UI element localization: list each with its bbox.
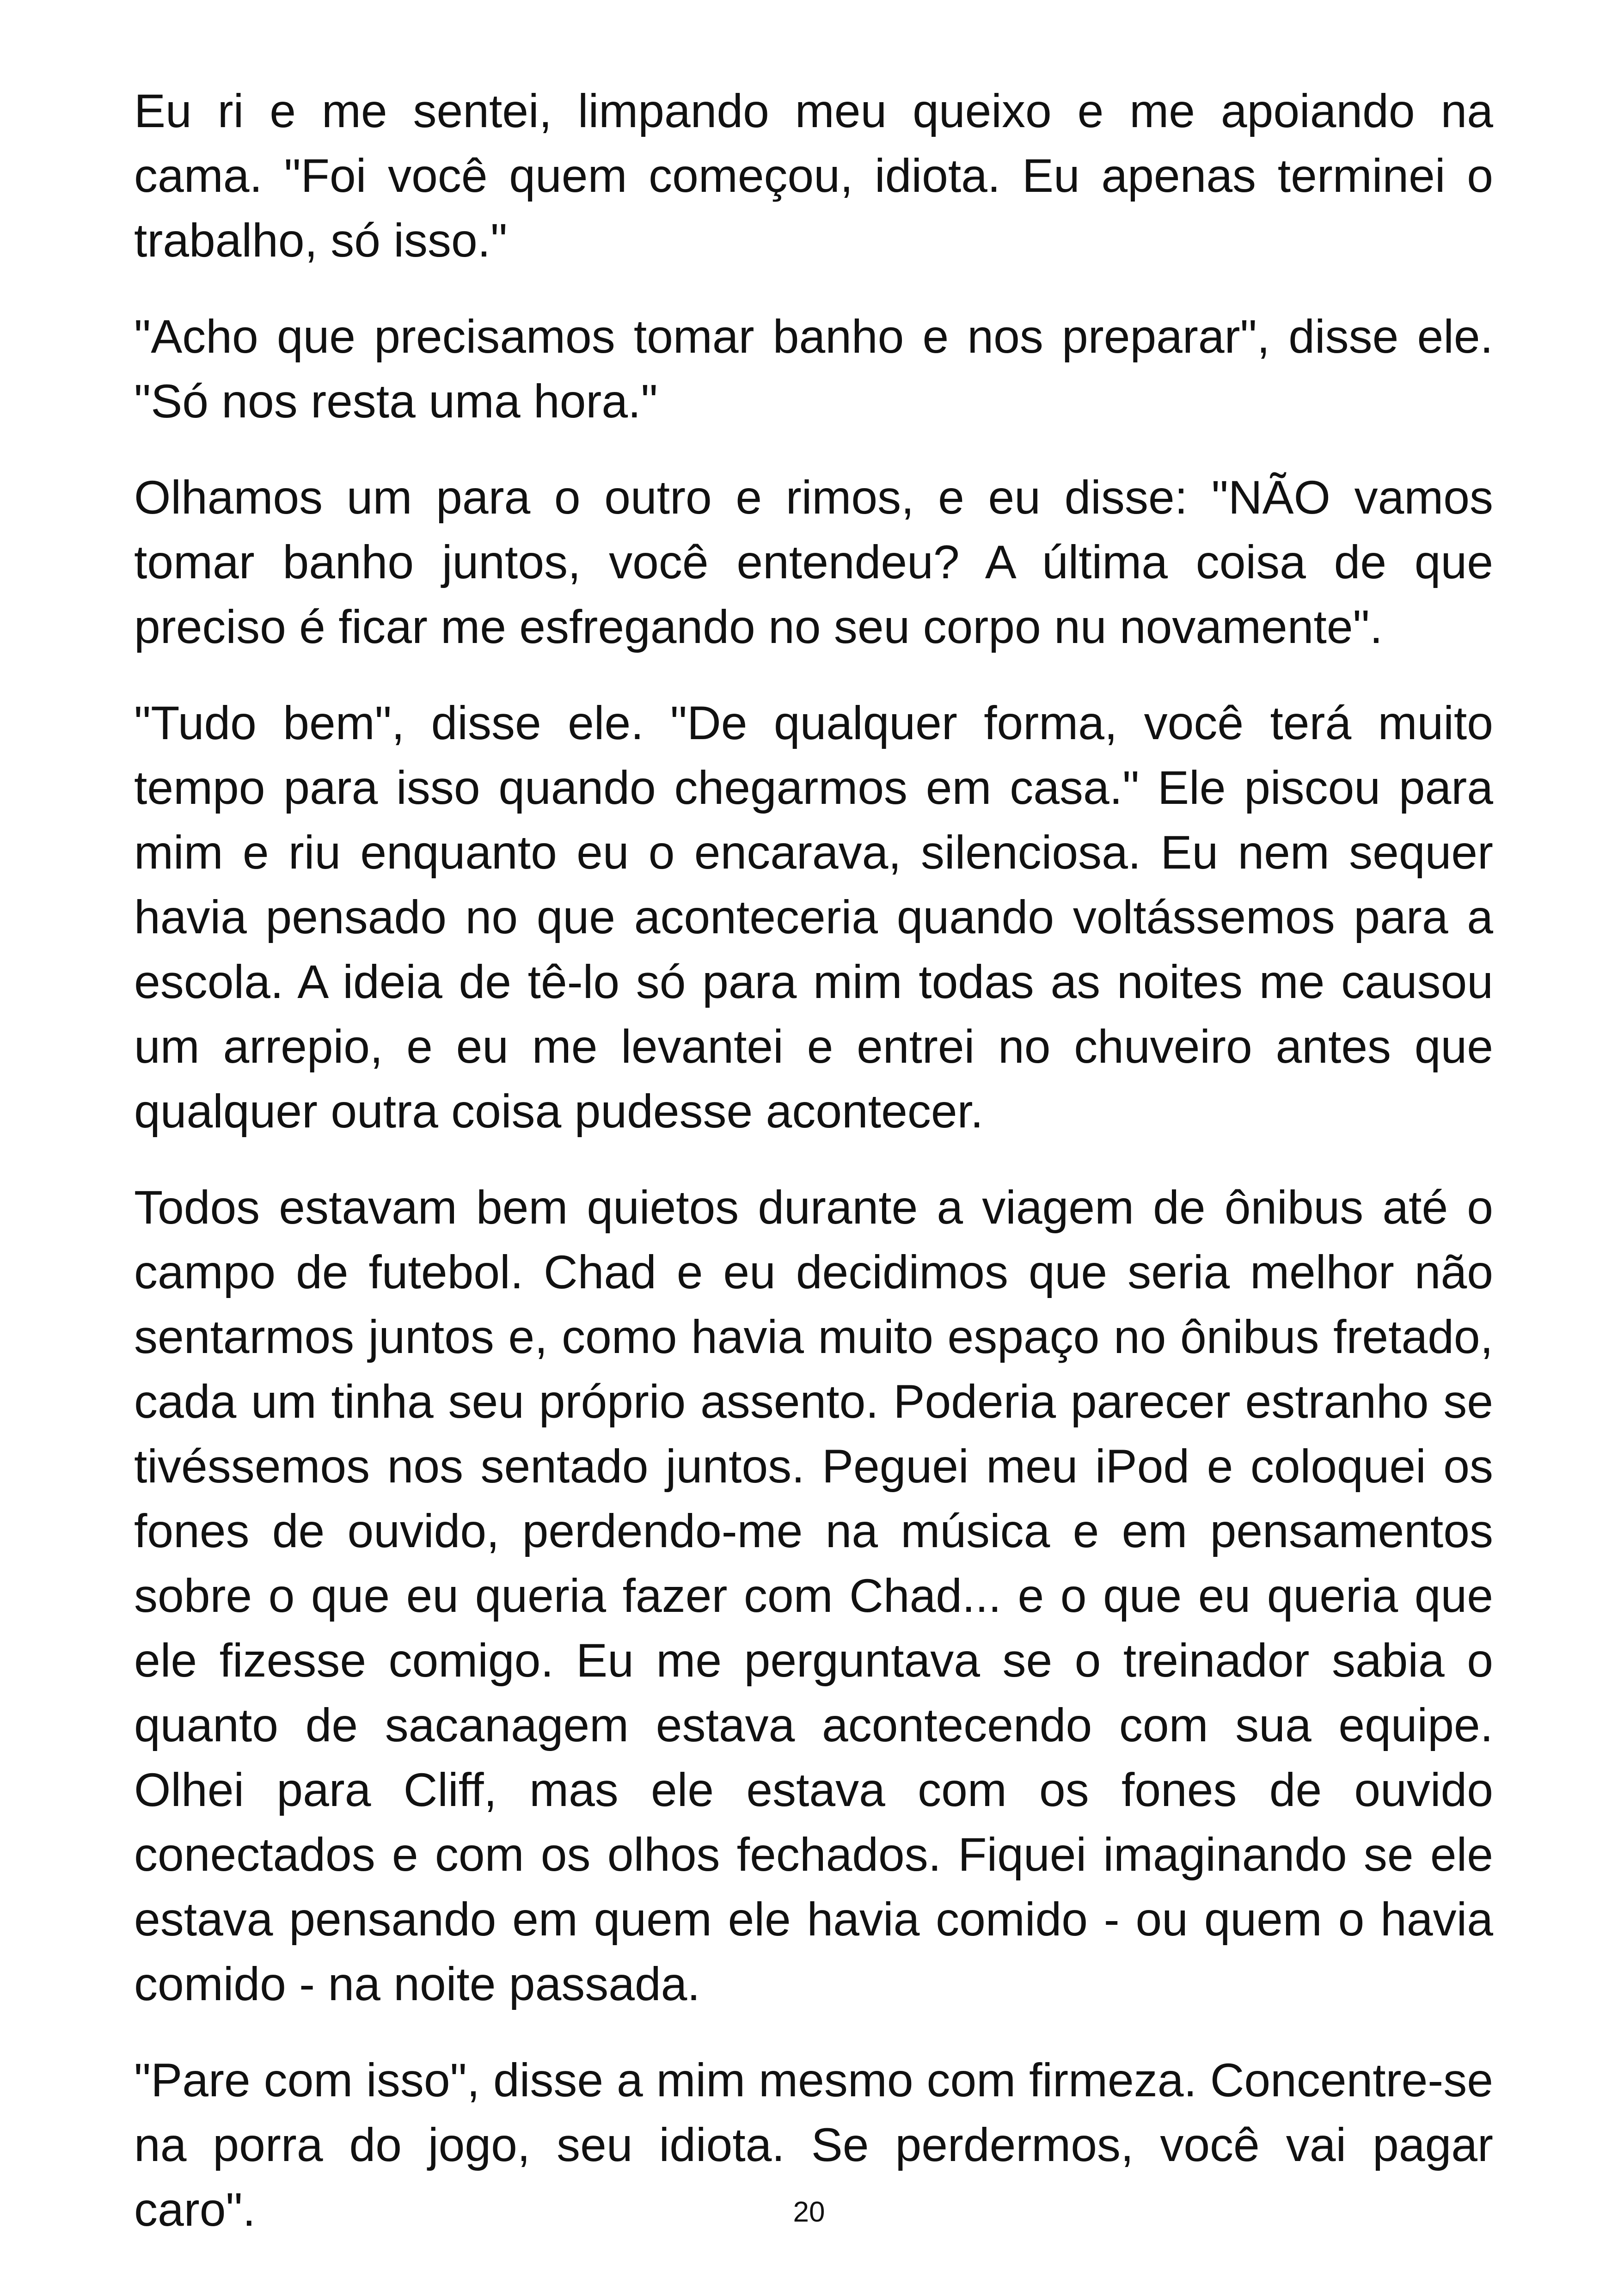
paragraph-3: Olhamos um para o outro e rimos, e eu disse: "NÃO vamos tomar banho juntos, você entendeu? A última coisa de que preciso é ficar me esfregando no seu corpo nu novamente". [134, 471, 1493, 653]
paragraph-4: "Tudo bem", disse ele. "De qualquer forma, você terá muito tempo para isso quando chegarmos em casa." Ele piscou para mim e riu enquanto eu o encarava, silenciosa. Eu nem sequer havia pensado no que aconteceria quando voltássemos para a escola. A ideia de tê-lo só para mim todas as noites me causou um arrepio, e eu me levantei e entrei no chuveiro antes que qualquer outra coisa pudesse acontecer. [134, 697, 1493, 1138]
page-number: 20 [793, 2196, 825, 2228]
paragraph-6: "Pare com isso", disse a mim mesmo com firmeza. Concentre-se na porra do jogo, seu idiota. Se perdermos, você vai pagar caro". [134, 2054, 1493, 2236]
text-body [134, 79, 1493, 2273]
paragraph-2: "Acho que precisamos tomar banho e nos preparar", disse ele. "Só nos resta uma hora." [134, 310, 1493, 428]
paragraph-5: Todos estavam bem quietos durante a viagem de ônibus até o campo de futebol. Chad e eu decidimos que seria melhor não sentarmos juntos e, como havia muito espaço no ônibus fretado, cada um tinha seu próprio assento. Poderia parecer estranho se tivéssemos nos sentado juntos. Peguei meu iPod e coloquei os fones de ouvido, perdendo-me na música e em pensamentos sobre o que eu queria fazer com Chad... e o que eu queria que ele fizesse comigo. Eu me perguntava se o treinador sabia o quanto de sacanagem estava acontecendo com sua equipe. Olhei para Cliff, mas ele estava com os fones de ouvido conectados e com os olhos fechados. Fiquei imaginando se ele estava pensando em quem ele havia comido - ou quem o havia comido - na noite passada. [134, 1181, 1493, 2010]
paragraph-1: Eu ri e me sentei, limpando meu queixo e me apoiando na cama. "Foi você quem começou, idiota. Eu apenas terminei o trabalho, só isso." [134, 85, 1493, 267]
